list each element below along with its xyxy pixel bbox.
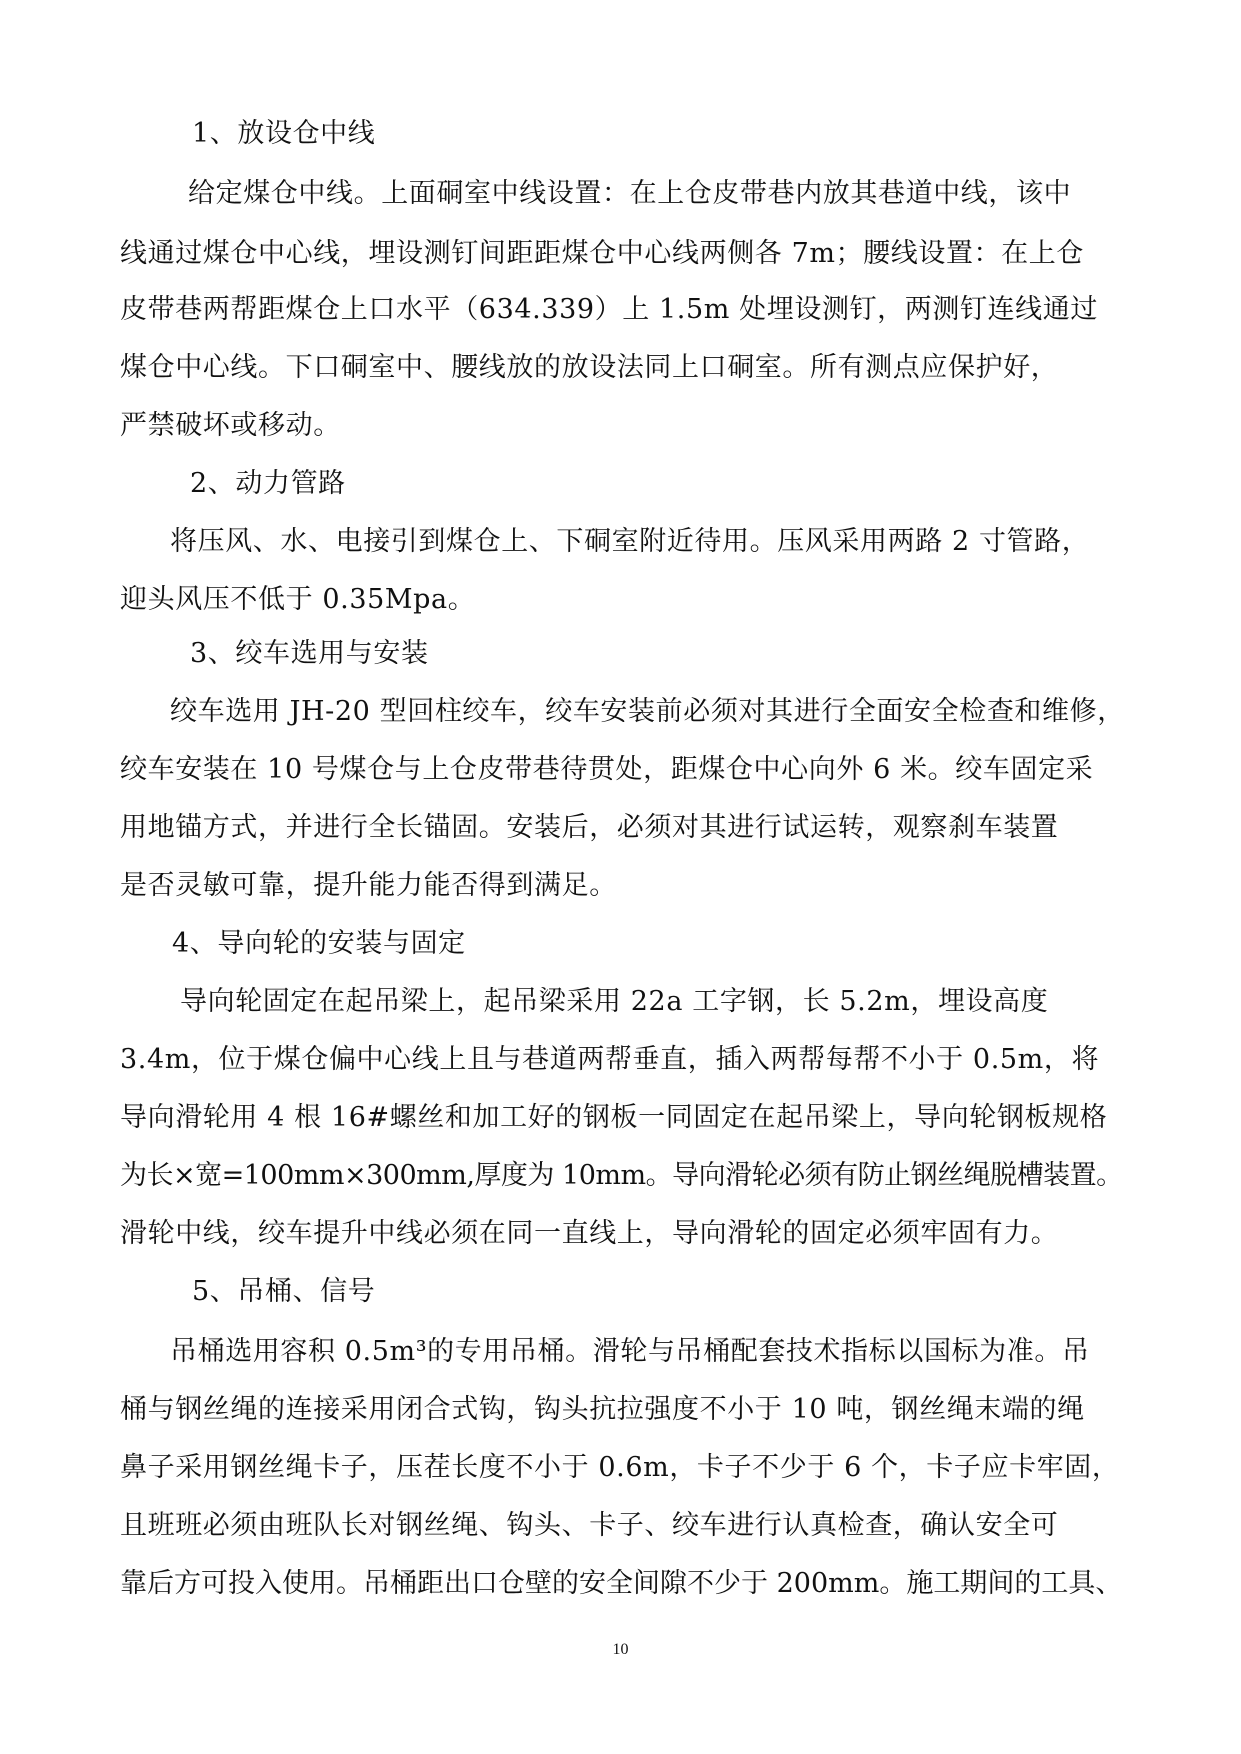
section-5-line-5: 靠后方可投入使用。吊桶距出口仓壁的安全间隙不少于 200mm。施工期间的工具、 xyxy=(120,1568,1123,1599)
section-4-heading: 4、导向轮的安装与固定 xyxy=(172,928,466,959)
section-4-line-3: 导向滑轮用 4 根 16#螺丝和加工好的钢板一同固定在起吊梁上，导向轮钢板规格 xyxy=(120,1102,1108,1133)
section-3-line-4: 是否灵敏可靠，提升能力能否得到满足。 xyxy=(120,870,617,901)
section-3-heading: 3、绞车选用与安装 xyxy=(190,638,429,669)
section-1-line-4: 煤仓中心线。下口硐室中、腰线放的放设法同上口硐室。所有测点应保护好， xyxy=(120,352,1059,383)
section-3-line-3: 用地锚方式，并进行全长锚固。安装后，必须对其进行试运转，观察刹车装置 xyxy=(120,812,1059,843)
page-number: 10 xyxy=(612,1641,629,1658)
section-4-line-2: 3.4m，位于煤仓偏中心线上且与巷道两帮垂直，插入两帮每帮不小于 0.5m，将 xyxy=(120,1044,1100,1075)
section-1-heading: 1、放设仓中线 xyxy=(192,118,376,149)
section-3-line-2: 绞车安装在 10 号煤仓与上仓皮带巷待贯处，距煤仓中心向外 6 米。绞车固定采 xyxy=(120,754,1094,785)
section-3-line-1: 绞车选用 JH-20 型回柱绞车，绞车安装前必须对其进行全面安全检查和维修， xyxy=(170,696,1125,727)
section-5-heading: 5、吊桶、信号 xyxy=(192,1276,376,1307)
section-1-line-3: 皮带巷两帮距煤仓上口水平（634.339）上 1.5m 处埋设测钉，两测钉连线通过 xyxy=(120,294,1098,325)
section-1-line-1: 给定煤仓中线。上面硐室中线设置：在上仓皮带巷内放其巷道中线，该中 xyxy=(188,178,1072,209)
section-5-line-2: 桶与钢丝绳的连接采用闭合式钩，钩头抗拉强度不小于 10 吨，钢丝绳末端的绳 xyxy=(120,1394,1085,1425)
section-4-line-1: 导向轮固定在起吊梁上，起吊梁采用 22a 工字钢，长 5.2m，埋设高度 xyxy=(180,986,1049,1017)
section-4-line-5: 滑轮中线，绞车提升中线必须在同一直线上，导向滑轮的固定必须牢固有力。 xyxy=(120,1218,1059,1249)
section-2-heading: 2、动力管路 xyxy=(190,468,346,499)
section-2-line-1: 将压风、水、电接引到煤仓上、下硐室附近待用。压风采用两路 2 寸管路， xyxy=(170,526,1090,557)
section-4-line-4: 为长×宽=100mm×300mm,厚度为 10mm。导向滑轮必须有防止钢丝绳脱槽装置。 xyxy=(120,1160,1123,1191)
section-1-line-2: 线通过煤仓中心线，埋设测钉间距距煤仓中心线两侧各 7m；腰线设置：在上仓 xyxy=(120,238,1084,269)
section-5-line-4: 且班班必须由班队长对钢丝绳、钩头、卡子、绞车进行认真检查，确认安全可 xyxy=(120,1510,1059,1541)
section-5-line-3: 鼻子采用钢丝绳卡子，压茬长度不小于 0.6m，卡子不少于 6 个，卡子应卡牢固， xyxy=(120,1452,1120,1483)
section-2-line-2: 迎头风压不低于 0.35Mpa。 xyxy=(120,584,476,615)
section-5-line-1: 吊桶选用容积 0.5m³的专用吊桶。滑轮与吊桶配套技术指标以国标为准。吊 xyxy=(170,1336,1090,1367)
section-1-line-5: 严禁破坏或移动。 xyxy=(120,410,341,441)
